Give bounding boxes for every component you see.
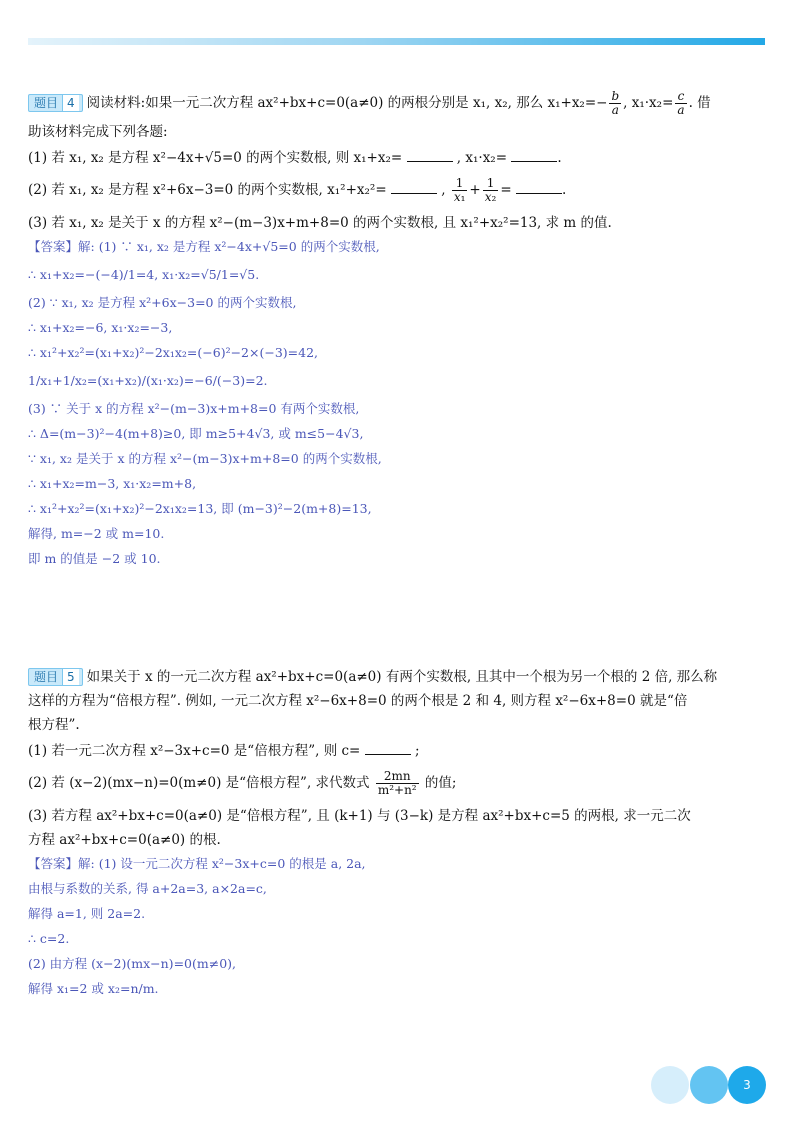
fraction-c-over-a: $\frac{c}{a}$ bbox=[677, 89, 685, 117]
answer-blank[interactable] bbox=[391, 181, 437, 194]
answer-line: ∴ c=2. bbox=[28, 931, 70, 946]
question-1: (1) 若一元二次方程 x²−3x+c=0 是“倍根方程”, 则 c= ; bbox=[28, 743, 420, 759]
answer-line: ∴ x₁+x₂=−(−4)/1=4, x₁·x₂=√5/1=√5. bbox=[28, 267, 260, 282]
answer-line: ∴ x₁+x₂=−6, x₁·x₂=−3, bbox=[28, 320, 173, 335]
answer-line: (2) ∵ x₁, x₂ 是方程 x²+6x−3=0 的两个实数根, bbox=[28, 295, 297, 310]
answer-line: ∴ x₁²+x₂²=(x₁+x₂)²−2x₁x₂=(−6)²−2×(−3)=42, bbox=[28, 345, 319, 360]
answer-blank[interactable] bbox=[511, 149, 557, 162]
answer-blank[interactable] bbox=[516, 181, 562, 194]
question-3: (3) 若 x₁, x₂ 是关于 x 的方程 x²−(m−3)x+m+8=0 的两个实数根, 且 x₁²+x₂²=13, 求 m 的值. bbox=[28, 215, 612, 231]
problem-4-intro-cont: 助该材料完成下列各题: bbox=[28, 124, 168, 140]
question-3: (3) 若方程 ax²+bx+c=0(a≠0) 是“倍根方程”, 且 (k+1) 与 (3−k) 是方程 ax²+bx+c=5 的两根, 求一元二次 bbox=[28, 808, 691, 824]
answer-4 bbox=[28, 238, 768, 568]
header-gradient-bar bbox=[28, 38, 765, 45]
page-dot-light bbox=[651, 1066, 689, 1104]
page-dot-mid bbox=[690, 1066, 728, 1104]
answer-line: (2) 由方程 (x−2)(mx−n)=0(m≠0), bbox=[28, 956, 236, 971]
answer-line: ∵ x₁, x₂ 是关于 x 的方程 x²−(m−3)x+m+8=0 的两个实数根, bbox=[28, 451, 382, 466]
problem-4-intro: 题目 4 阅读材料:如果一元二次方程 ax²+bx+c=0(a≠0) 的两根分别是 x₁, x₂, 那么 x₁+x₂=− $\frac{b}{a}$ , x₁·x₂= $\frac{c}{a}$ . 借 bbox=[28, 90, 768, 117]
problem-5-intro-cont: 根方程”. bbox=[28, 717, 80, 733]
question-3-cont: 方程 ax²+bx+c=0(a≠0) 的根. bbox=[28, 832, 221, 848]
answer-line: (3) ∵ 关于 x 的方程 x²−(m−3)x+m+8=0 有两个实数根, bbox=[28, 401, 360, 416]
answer-line: 【答案】解: (1) ∵ x₁, x₂ 是方程 x²−4x+√5=0 的两个实数根, bbox=[28, 239, 380, 254]
problem-tag: 题目 4 bbox=[28, 94, 83, 112]
fraction-2mn: $\frac{2mn}{\text{m²+n²}}$ bbox=[377, 769, 417, 797]
answer-line: ∴ Δ=(m−3)²−4(m+8)≥0, 即 m≥5+4√3, 或 m≤5−4√3, bbox=[28, 426, 364, 441]
problem-tag: 题目 5 bbox=[28, 668, 83, 686]
fraction-1-over-x2: $\frac{1}{\text{x₂}}$ bbox=[484, 176, 497, 204]
answer-line: ∴ x₁²+x₂²=(x₁+x₂)²−2x₁x₂=13, 即 (m−3)²−2(m+8)=13, bbox=[28, 501, 372, 516]
answer-blank[interactable] bbox=[407, 149, 453, 162]
fraction-1-over-x1: $\frac{1}{\text{x₁}}$ bbox=[453, 176, 466, 204]
answer-line: 解得 a=1, 则 2a=2. bbox=[28, 906, 146, 921]
problem-4 bbox=[28, 90, 768, 568]
fraction-b-over-a: $\frac{b}{a}$ bbox=[611, 89, 620, 117]
page-number: 3 bbox=[728, 1066, 766, 1104]
answer-line: 由根与系数的关系, 得 a+2a=3, a×2a=c, bbox=[28, 881, 267, 896]
answer-line: ∴ x₁+x₂=m−3, x₁·x₂=m+8, bbox=[28, 476, 197, 491]
answer-line: 1/x₁+1/x₂=(x₁+x₂)/(x₁·x₂)=−6/(−3)=2. bbox=[28, 373, 268, 388]
question-1: (1) 若 x₁, x₂ 是方程 x²−4x+√5=0 的两个实数根, 则 x₁+x₂= , x₁·x₂= . bbox=[28, 150, 562, 166]
problem-5-intro-cont: 这样的方程为“倍根方程”. 例如, 一元二次方程 x²−6x+8=0 的两个根是 2 和 4, 则方程 x²−6x+8=0 就是“倍 bbox=[28, 693, 688, 709]
problem-5-intro: 题目 5 如果关于 x 的一元二次方程 ax²+bx+c=0(a≠0) 有两个实数根, 且其中一个根为另一个根的 2 倍, 那么称 bbox=[28, 668, 768, 686]
answer-line: 即 m 的值是 −2 或 10. bbox=[28, 551, 161, 566]
question-2: (2) 若 x₁, x₂ 是方程 x²+6x−3=0 的两个实数根, x₁²+x₂²= , $\frac{1}{\text{x₁}}$ + $\frac{1}{\text{x₂}}$ = . bbox=[28, 176, 567, 204]
problem-5 bbox=[28, 668, 768, 998]
answer-blank[interactable] bbox=[365, 742, 411, 755]
answer-line: 解得 x₁=2 或 x₂=n/m. bbox=[28, 981, 159, 996]
question-2: (2) 若 (x−2)(mx−n)=0(m≠0) 是“倍根方程”, 求代数式 $\frac{2mn}{\text{m²+n²}}$ 的值; bbox=[28, 769, 457, 797]
answer-line: 【答案】解: (1) 设一元二次方程 x²−3x+c=0 的根是 a, 2a, bbox=[28, 856, 366, 871]
answer-line: 解得, m=−2 或 m=10. bbox=[28, 526, 165, 541]
answer-5 bbox=[28, 855, 768, 998]
